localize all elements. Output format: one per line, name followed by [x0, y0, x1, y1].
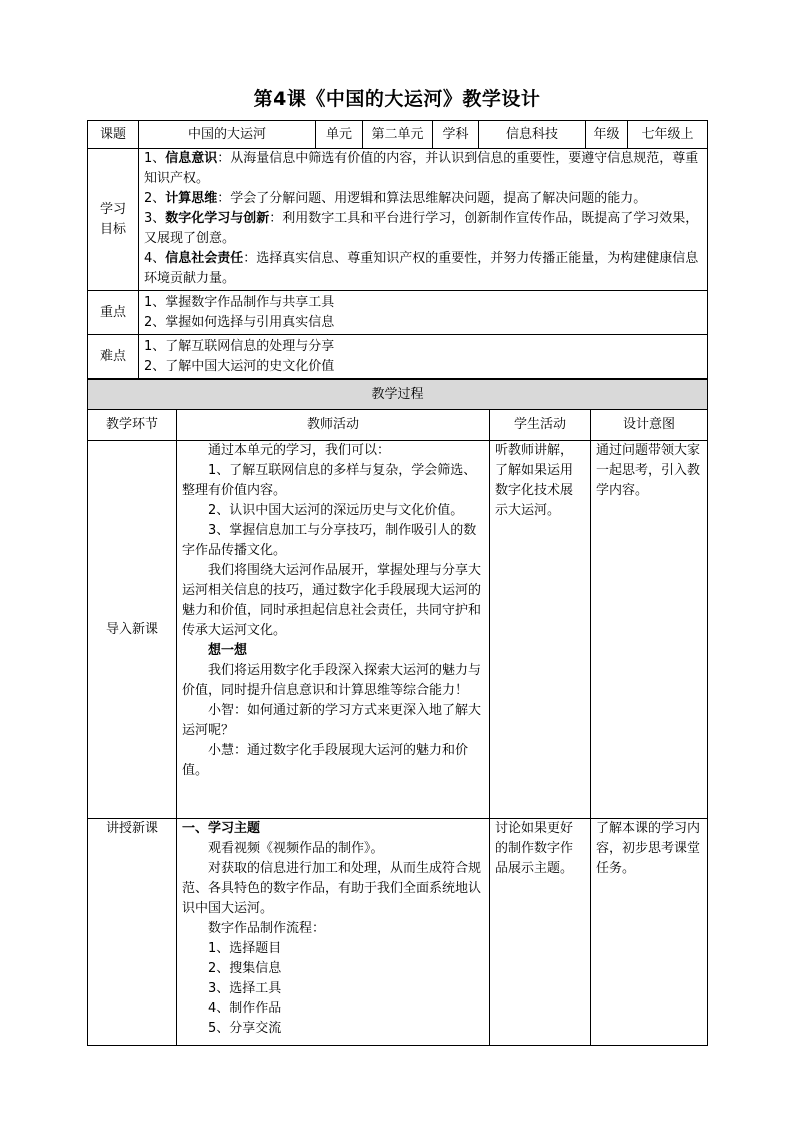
- objective-item: 3、数字化学习与创新：利用数字工具和平台进行学习，创新制作宣传作品，既提高了学习效果，又展现了创意。: [144, 211, 699, 246]
- flow-step: 4、制作作品: [208, 1001, 282, 1016]
- objective-item: 2、计算思维：学会了分解问题、用逻辑和算法思维解决问题，提高了解决问题的能力。: [144, 191, 647, 206]
- flow-step: 3、选择工具: [208, 981, 282, 996]
- key-point-item: 2、掌握如何选择与引用真实信息: [144, 314, 335, 330]
- intro-student-activity: 听教师讲解，了解如果运用数字化技术展示大运河。: [490, 441, 591, 819]
- page-title: 第4课《中国的大运河》教学设计: [253, 88, 541, 110]
- teacher-paragraph: 对获取的信息进行加工和处理，从而生成符合规范、各具特色的数字作品，有助于我们全面系统地认识中国大运河。: [182, 861, 482, 916]
- column-header-intent: 设计意图: [591, 410, 708, 441]
- teacher-paragraph: 小慧：通过数字化手段展现大运河的魅力和价值。: [182, 743, 469, 778]
- intro-stage: 导入新课: [88, 441, 177, 819]
- intro-design-intent: 通过问题带领大家一起思考，引入教学内容。: [591, 441, 708, 819]
- subject-value: 信息科技: [479, 121, 586, 149]
- teacher-paragraph: 小智：如何通过新的学习方式来更深入地了解大运河呢？: [182, 703, 482, 738]
- teacher-paragraph: 2、认识中国大运河的深远历史与文化价值。: [208, 503, 464, 518]
- key-point-item: 1、掌握数字作品制作与共享工具: [144, 294, 335, 310]
- column-header-stage: 教学环节: [88, 410, 177, 441]
- difficulties-row: [88, 335, 708, 379]
- process-heading: 教学过程: [88, 380, 708, 410]
- teacher-paragraph: 我们将围绕大运河作品展开，掌握处理与分享大运河相关信息的技巧，通过数字化手段展现大运河的魅力和价值，同时承担起信息社会责任，共同守护和传承大运河文化。: [182, 563, 482, 638]
- teacher-paragraph: 数字作品制作流程：: [208, 921, 326, 936]
- unit-value: 第二单元: [363, 121, 433, 149]
- flow-step: 5、分享交流: [208, 1021, 282, 1036]
- process-header-row: [88, 410, 708, 441]
- teacher-paragraph: 我们将运用数字化手段深入探索大运河的魅力与价值，同时提升信息意识和计算思维等综合能力！: [182, 663, 482, 698]
- lecture-student-activity: 讨论如果更好的制作数字作品展示主题。: [490, 819, 591, 1046]
- lecture-stage: 讲授新课: [88, 819, 177, 1046]
- unit-label: 单元: [316, 121, 363, 149]
- intro-teacher-activity: [177, 441, 490, 819]
- objectives-label-line-2: 目标: [99, 221, 126, 237]
- info-row: [88, 121, 708, 149]
- column-header-student: 学生活动: [490, 410, 591, 441]
- lecture-design-intent: 了解本课的学习内容，初步思考课堂任务。: [591, 819, 708, 1046]
- grade-value: 七年级上: [628, 121, 708, 149]
- difficulties-content: [139, 335, 708, 379]
- flow-step: 1、选择题目: [208, 941, 282, 956]
- key-points-label: 重点: [88, 291, 139, 335]
- teacher-paragraph: 3、掌握信息加工与分享技巧，制作吸引人的数字作品传播文化。: [182, 523, 477, 558]
- teacher-paragraph: 观看视频《视频作品的制作》。: [208, 841, 384, 856]
- difficulty-item: 1、了解互联网信息的处理与分享: [144, 338, 335, 354]
- column-header-teacher: 教师活动: [177, 410, 490, 441]
- key-points-row: [88, 291, 708, 335]
- difficulties-label: 难点: [88, 335, 139, 379]
- teacher-paragraph: 通过本单元的学习，我们可以：: [208, 443, 391, 458]
- lesson-info-table: [87, 120, 708, 379]
- objectives-content: [139, 149, 708, 291]
- objective-item: 1、信息意识：从海量信息中筛选有价值的内容，并认识到信息的重要性，要遵守信息规范，尊重知识产权。: [144, 151, 699, 186]
- flow-step: 2、搜集信息: [208, 961, 282, 976]
- lecture-heading: 一、学习主题: [182, 821, 261, 836]
- course-label: 课题: [88, 121, 139, 149]
- teacher-paragraph: 1、了解互联网信息的多样与复杂，学会筛选、整理有价值内容。: [182, 463, 477, 498]
- objectives-label-line-1: 学习: [99, 201, 126, 217]
- subject-label: 学科: [433, 121, 479, 149]
- difficulty-item: 2、了解中国大运河的史文化价值: [144, 358, 335, 374]
- teaching-process-table: [87, 379, 708, 1046]
- intro-row: [88, 441, 708, 819]
- key-points-content: [139, 291, 708, 335]
- think-heading: 想一想: [208, 643, 248, 658]
- objectives-row: [88, 149, 708, 291]
- objectives-label: [88, 149, 139, 291]
- course-value: 中国的大运河: [139, 121, 316, 149]
- process-heading-row: [88, 380, 708, 410]
- lecture-row: [88, 819, 708, 1046]
- objective-item: 4、信息社会责任：选择真实信息、尊重知识产权的重要性，并努力传播正能量，为构建健康信息环境贡献力量。: [144, 251, 699, 286]
- lecture-teacher-activity: [177, 819, 490, 1046]
- grade-label: 年级: [586, 121, 628, 149]
